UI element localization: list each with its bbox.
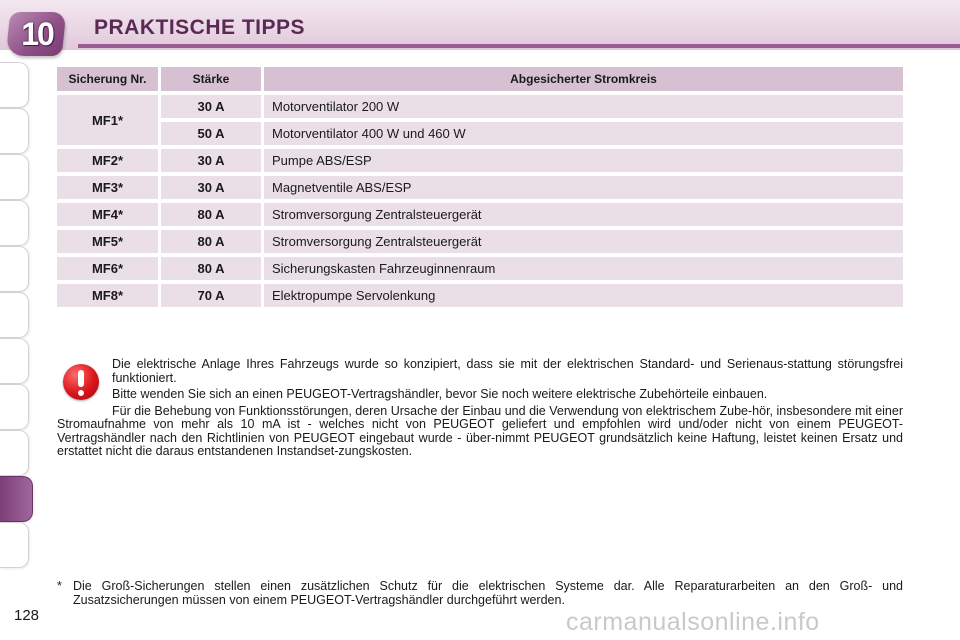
table-row — [57, 257, 903, 280]
fuse-circuit: Pumpe ABS/ESP — [261, 149, 903, 172]
fuse-circuit: Motorventilator 400 W und 460 W — [261, 122, 903, 145]
table-row — [57, 95, 903, 118]
chapter-tab-active[interactable] — [0, 476, 33, 522]
footnote-marker: * — [57, 579, 62, 593]
chapter-tab[interactable] — [0, 430, 29, 476]
page-number: 128 — [14, 607, 40, 624]
fuse-circuit: Elektropumpe Servolenkung — [261, 284, 903, 307]
warning-paragraph: Die elektrische Anlage Ihres Fahrzeugs wurde so konzipiert, dass sie mit der elektrischen Standard- und Serienaus-stattung störungsfrei funktioniert. — [112, 357, 903, 385]
table-row — [57, 122, 903, 145]
fuse-rating: 50 A — [158, 122, 261, 145]
footnote-text: Die Groß-Sicherungen stellen einen zusätzlichen Schutz für die elektrischen Systeme dar. Alle Reparaturarbeiten an den Groß- und Zusatzsicherungen müssen von einem PEUGEOT-Vertragshändler durchgeführt werden. — [73, 579, 903, 607]
warning-paragraph: Für die Behebung von Funktionsstörungen, deren Ursache der Einbau und die Verwendung von elektrischem Zube-hör, insbesondere mit einer Stromaufnahme von mehr als 10 mA ist - welches nicht von PEUGEOT geliefert und empfohlen wird und/oder nicht von einem PEUGEOT-Vertragshändler nach den Richtlinien von PEUGEOT eingebaut wurde - über-nimmt PEUGEOT grundsätzlich keine Haftung, leistet keinen Ersatz und erstattet nicht die daraus entstandenen Instandset-zungskosten. — [57, 403, 903, 458]
fuse-circuit: Stromversorgung Zentralsteuergerät — [261, 203, 903, 226]
fuse-rating: 30 A — [158, 95, 261, 118]
column-header-rating: Stärke — [158, 67, 261, 91]
table-row — [57, 176, 903, 199]
chapter-tab[interactable] — [0, 200, 29, 246]
fuse-rating: 70 A — [158, 284, 261, 307]
fuse-number: MF6* — [57, 257, 158, 280]
chapter-tab[interactable] — [0, 384, 29, 430]
table-row — [57, 230, 903, 253]
chapter-tab[interactable] — [0, 108, 29, 154]
fuse-rating: 80 A — [158, 257, 261, 280]
fuse-circuit: Stromversorgung Zentralsteuergerät — [261, 230, 903, 253]
fuse-number: MF1* — [57, 95, 158, 145]
fuse-number: MF5* — [57, 230, 158, 253]
fuse-circuit: Motorventilator 200 W — [261, 95, 903, 118]
watermark: carmanualsonline.info — [566, 608, 820, 636]
chapter-tab[interactable] — [0, 154, 29, 200]
table-row — [57, 284, 903, 307]
column-header-circuit: Abgesicherter Stromkreis — [261, 67, 903, 91]
fuse-rating: 30 A — [158, 149, 261, 172]
fuse-rating: 30 A — [158, 176, 261, 199]
column-header-fuse-no: Sicherung Nr. — [57, 67, 158, 91]
fuse-number: MF8* — [57, 284, 158, 307]
fuse-number: MF2* — [57, 149, 158, 172]
chapter-tab[interactable] — [0, 338, 29, 384]
fuse-rating: 80 A — [158, 230, 261, 253]
fuse-rating: 80 A — [158, 203, 261, 226]
footnote — [57, 579, 903, 607]
page-title: PRAKTISCHE TIPPS — [94, 16, 306, 39]
warning-notes — [57, 358, 903, 462]
fuse-circuit: Sicherungskasten Fahrzeuginnenraum — [261, 257, 903, 280]
warning-paragraph: Bitte wenden Sie sich an einen PEUGEOT-Vertragshändler, bevor Sie noch weitere elektrische Zubehörteile einbauen. — [112, 387, 768, 401]
header-rule — [78, 44, 960, 48]
chapter-tab[interactable] — [0, 292, 29, 338]
chapter-tab[interactable] — [0, 62, 29, 108]
chapter-number: 10 — [21, 15, 53, 52]
table-header-row — [57, 67, 903, 91]
fuse-table — [57, 63, 903, 311]
fuse-number: MF4* — [57, 203, 158, 226]
fuse-number: MF3* — [57, 176, 158, 199]
table-row — [57, 149, 903, 172]
fuse-circuit: Magnetventile ABS/ESP — [261, 176, 903, 199]
chapter-tab-strip — [0, 62, 34, 582]
chapter-tab[interactable] — [0, 522, 29, 568]
chapter-tab[interactable] — [0, 246, 29, 292]
table-row — [57, 203, 903, 226]
